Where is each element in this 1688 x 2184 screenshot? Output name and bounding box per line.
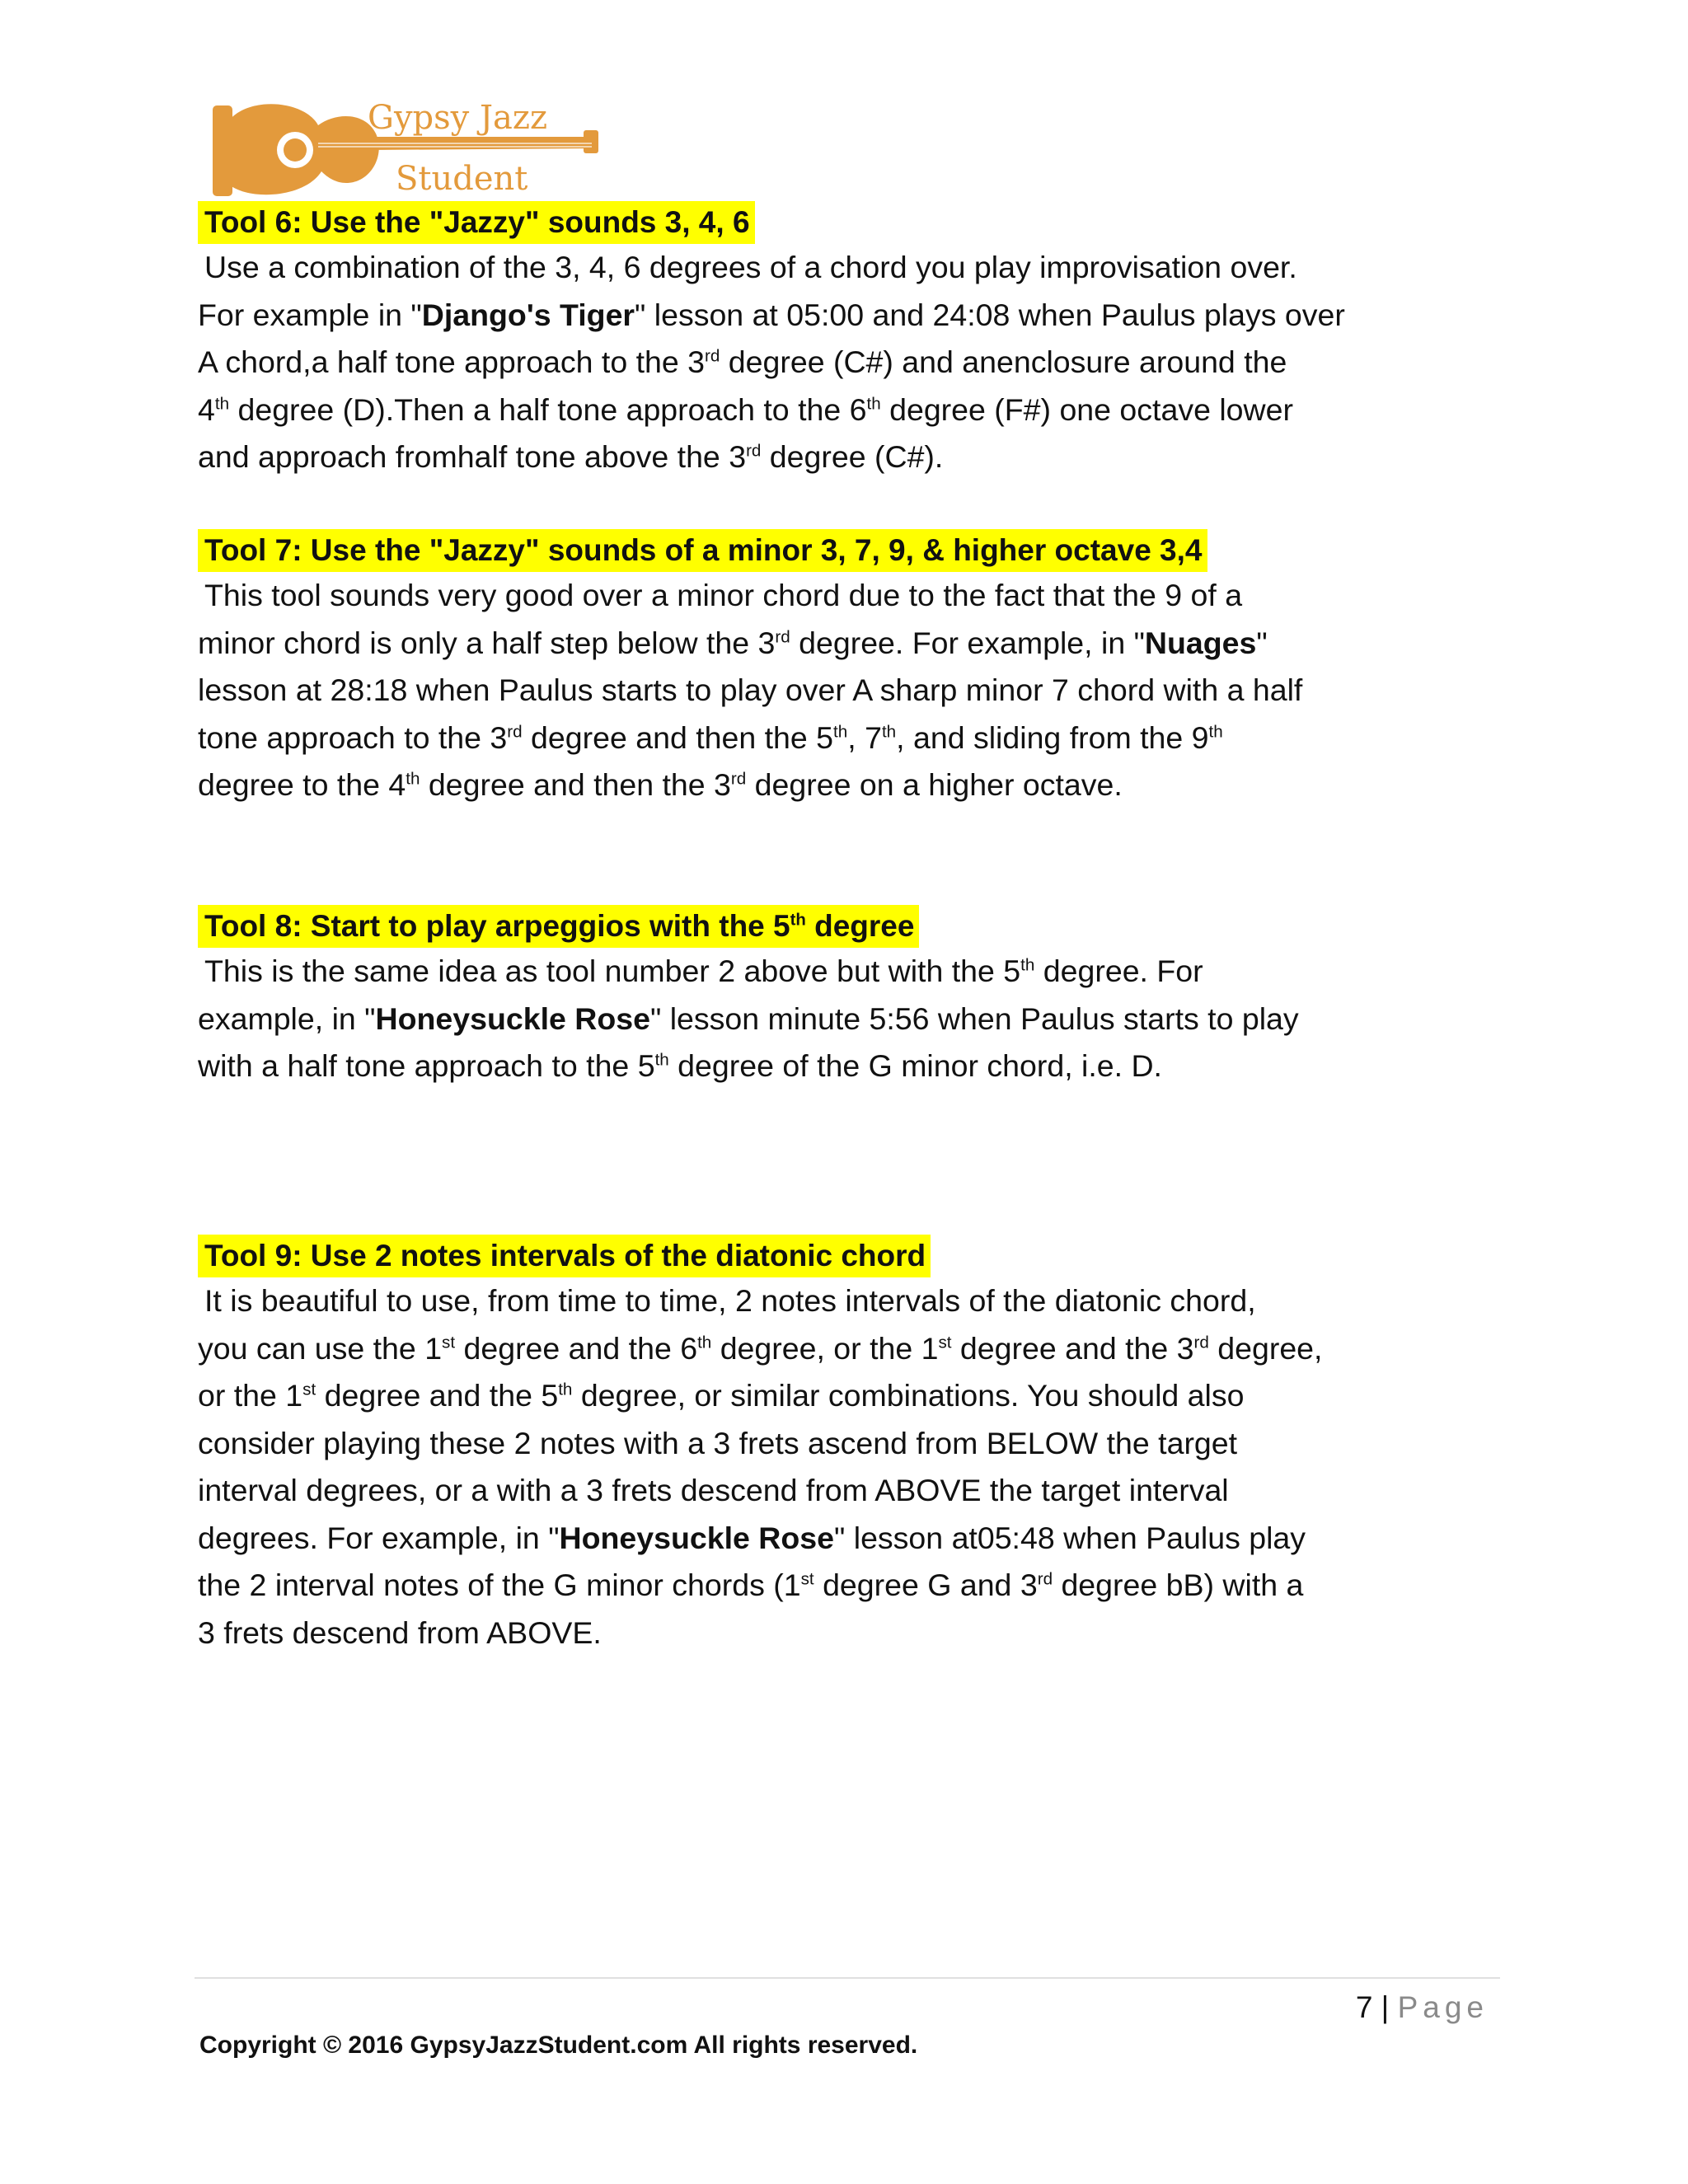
section-body: [198, 1277, 1517, 1657]
body-line: consider playing these 2 notes with a 3 frets ascend from BELOW the target: [198, 1425, 1238, 1460]
body-line: the 2 interval notes of the G minor chords (1st degree G and 3rd degree bB) with a: [198, 1568, 1304, 1602]
section-tool-9: [198, 1235, 1517, 1657]
logo-text-line2: Student: [396, 160, 528, 198]
body-line: 3 frets descend from ABOVE.: [198, 1615, 602, 1650]
section-title: Tool 8: Start to play arpeggios with the 5th degree: [198, 905, 919, 948]
section-body: [198, 572, 1517, 809]
section-body: [198, 244, 1517, 481]
body-line: Use a combination of the 3, 4, 6 degrees of a chord you play improvisation over.: [204, 250, 1297, 284]
body-line: you can use the 1st degree and the 6th degree, or the 1st degree and the 3rd degree,: [198, 1330, 1323, 1366]
body-line: degree to the 4th degree and then the 3rd degree on a higher octave.: [198, 767, 1123, 802]
gypsy-jazz-student-logo: [213, 97, 600, 201]
page-number: 7 | Page: [1355, 1990, 1489, 2024]
body-line: This tool sounds very good over a minor chord due to the fact that the 9 of a: [204, 578, 1243, 612]
section-tool-6: [198, 201, 1517, 481]
body-line: lesson at 28:18 when Paulus starts to play over A sharp minor 7 chord with a half: [198, 673, 1303, 707]
section-title: Tool 6: Use the "Jazzy" sounds 3, 4, 6: [198, 201, 755, 244]
section-body: [198, 948, 1517, 1090]
section-title: Tool 7: Use the "Jazzy" sounds of a minor 3, 7, 9, & higher octave 3,4: [198, 529, 1207, 572]
body-line: tone approach to the 3rd degree and then the 5th, 7th, and sliding from the 9th: [198, 719, 1223, 755]
section-tool-7: [198, 529, 1517, 809]
body-line: minor chord is only a half step below the 3rd degree. For example, in "Nuages": [198, 625, 1268, 660]
copyright-notice: Copyright © 2016 GypsyJazzStudent.com All rights reserved.: [199, 2032, 918, 2059]
body-line: and approach fromhalf tone above the 3rd degree (C#).: [198, 439, 944, 474]
body-line: 4th degree (D).Then a half tone approach to the 6th degree (F#) one octave lower: [198, 391, 1293, 427]
body-line: with a half tone approach to the 5th degree of the G minor chord, i.e. D.: [198, 1048, 1162, 1083]
body-line: It is beautiful to use, from time to time, 2 notes intervals of the diatonic chord,: [204, 1283, 1256, 1318]
section-title: Tool 9: Use 2 notes intervals of the diatonic chord: [198, 1235, 931, 1277]
footer-divider: [195, 1977, 1500, 1979]
body-line: interval degrees, or a with a 3 frets descend from ABOVE the target interval: [198, 1473, 1229, 1507]
body-line: This is the same idea as tool number 2 above but with the 5th degree. For: [204, 954, 1203, 988]
body-line: A chord,a half tone approach to the 3rd degree (C#) and anenclosure around the: [198, 344, 1287, 379]
body-line: example, in "Honeysuckle Rose" lesson minute 5:56 when Paulus starts to play: [198, 1001, 1299, 1036]
body-line: For example in "Django's Tiger" lesson at 05:00 and 24:08 when Paulus plays over: [198, 297, 1345, 332]
section-tool-8: [198, 905, 1517, 1090]
logo-text-line1: Gypsy Jazz: [368, 99, 548, 137]
body-line: or the 1st degree and the 5th degree, or similar combinations. You should also: [198, 1378, 1245, 1413]
body-line: degrees. For example, in "Honeysuckle Rose" lesson at05:48 when Paulus play: [198, 1520, 1306, 1555]
